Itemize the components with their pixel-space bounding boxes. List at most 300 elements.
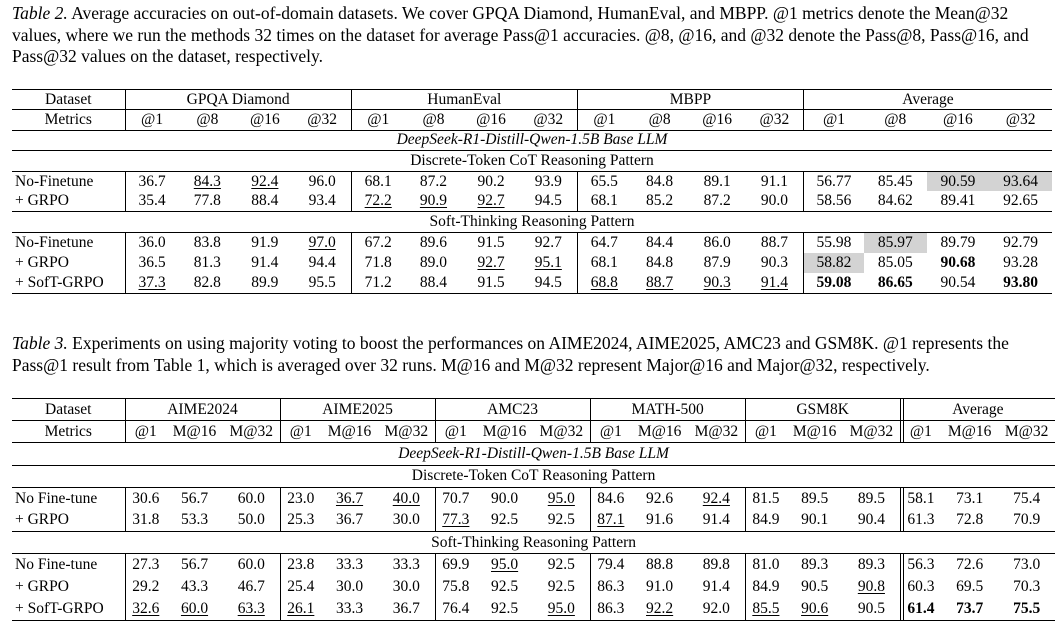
header-metric: @1 xyxy=(900,421,941,443)
cell-value: 91.4 xyxy=(760,273,788,291)
method-name: No Fine-tune xyxy=(12,554,125,576)
value-cell xyxy=(280,487,321,509)
cell-value: 90.3 xyxy=(760,253,788,271)
value-cell xyxy=(476,554,533,576)
value-cell xyxy=(435,487,476,509)
table2-caption xyxy=(12,3,1055,68)
value-cell xyxy=(533,509,590,531)
value-cell xyxy=(998,554,1055,576)
value-cell xyxy=(803,232,864,252)
cell-value: 85.97 xyxy=(877,233,913,251)
value-cell xyxy=(745,554,786,576)
cell-value: 36.7 xyxy=(335,511,364,529)
value-cell xyxy=(900,487,941,509)
cell-value: 91.9 xyxy=(251,233,279,251)
value-cell xyxy=(236,232,294,252)
value-cell xyxy=(462,171,520,191)
value-cell xyxy=(351,171,405,191)
table-row xyxy=(12,253,1052,273)
cell-value: 70.7 xyxy=(442,489,470,507)
cell-value: 92.7 xyxy=(534,233,562,251)
table-row xyxy=(12,273,1052,293)
value-cell xyxy=(125,253,179,273)
value-cell xyxy=(927,171,990,191)
header-metric: M@16 xyxy=(166,421,223,443)
cell-value: 36.7 xyxy=(138,172,166,190)
value-cell xyxy=(746,171,804,191)
cell-value: 89.3 xyxy=(857,556,885,574)
cell-value: 53.3 xyxy=(180,511,209,529)
cell-value: 72.2 xyxy=(364,192,392,210)
header-metric: @32 xyxy=(746,110,804,130)
value-cell xyxy=(688,232,746,252)
value-cell xyxy=(520,191,578,211)
cell-value: 92.2 xyxy=(646,600,674,618)
header-metric: @1 xyxy=(280,421,321,443)
value-cell xyxy=(786,509,843,531)
header-metrics: Metrics xyxy=(12,421,125,443)
cell-value: 73.1 xyxy=(956,489,984,507)
header-metric: M@32 xyxy=(688,421,745,443)
value-cell xyxy=(631,554,688,576)
header-row-dataset xyxy=(12,399,1055,421)
cell-value: 88.7 xyxy=(646,273,674,291)
header-metric: @32 xyxy=(520,110,578,130)
value-cell xyxy=(631,487,688,509)
value-cell xyxy=(941,509,998,531)
header-dataset: Dataset xyxy=(12,399,125,421)
method-name: No-Finetune xyxy=(12,232,125,252)
cell-value: 68.1 xyxy=(364,172,392,190)
cell-value: 50.0 xyxy=(237,511,265,529)
cell-value: 93.64 xyxy=(1003,172,1039,190)
value-cell xyxy=(405,232,463,252)
header-group: HumanEval xyxy=(351,90,577,110)
value-cell xyxy=(577,171,631,191)
value-cell xyxy=(843,487,900,509)
table-row xyxy=(12,232,1052,252)
value-cell xyxy=(280,509,321,531)
cell-value: 69.9 xyxy=(442,556,470,574)
value-cell xyxy=(745,487,786,509)
cell-value: 95.0 xyxy=(547,489,575,507)
value-cell xyxy=(520,171,578,191)
cell-value: 58.1 xyxy=(907,489,935,507)
value-cell xyxy=(166,554,223,576)
value-cell xyxy=(590,576,631,598)
section-row xyxy=(12,465,1055,487)
cell-value: 93.4 xyxy=(308,192,336,210)
cell-value: 58.56 xyxy=(816,192,852,210)
cell-value: 84.4 xyxy=(646,233,674,251)
value-cell xyxy=(746,232,804,252)
value-cell xyxy=(321,576,378,598)
cell-value: 91.1 xyxy=(760,172,788,190)
value-cell xyxy=(900,598,941,620)
header-metric: M@16 xyxy=(631,421,688,443)
value-cell xyxy=(294,171,352,191)
cell-value: 91.6 xyxy=(646,511,674,529)
value-cell xyxy=(462,191,520,211)
cell-value: 26.1 xyxy=(287,600,315,618)
value-cell xyxy=(294,253,352,273)
value-cell xyxy=(351,273,405,293)
value-cell xyxy=(688,171,746,191)
value-cell xyxy=(378,576,435,598)
cell-value: 59.08 xyxy=(816,273,852,291)
cell-value: 90.59 xyxy=(940,172,976,190)
cell-value: 84.62 xyxy=(877,192,913,210)
value-cell xyxy=(803,191,864,211)
value-cell xyxy=(179,253,237,273)
value-cell xyxy=(378,487,435,509)
value-cell xyxy=(786,576,843,598)
value-cell xyxy=(786,554,843,576)
section-row xyxy=(12,151,1052,171)
cell-value: 77.3 xyxy=(442,511,470,529)
cell-value: 37.3 xyxy=(138,273,166,291)
cell-value: 75.8 xyxy=(442,578,470,596)
cell-value: 86.65 xyxy=(877,273,913,291)
value-cell xyxy=(321,509,378,531)
value-cell xyxy=(803,273,864,293)
cell-value: 77.8 xyxy=(193,192,221,210)
cell-value: 92.5 xyxy=(547,511,575,529)
value-cell xyxy=(590,487,631,509)
value-cell xyxy=(321,554,378,576)
cell-value: 84.3 xyxy=(193,172,221,190)
value-cell xyxy=(125,191,179,211)
section-row xyxy=(12,532,1055,554)
method-name: + GRPO xyxy=(15,511,69,529)
cell-value: 89.79 xyxy=(940,233,976,251)
value-cell xyxy=(590,554,631,576)
value-cell xyxy=(520,273,578,293)
header-metric: @16 xyxy=(236,110,294,130)
value-cell xyxy=(688,509,745,531)
header-group: AIME2024 xyxy=(125,399,280,421)
value-cell xyxy=(125,509,166,531)
value-cell xyxy=(864,273,927,293)
table2 xyxy=(12,89,1052,294)
value-cell xyxy=(941,598,998,620)
value-cell xyxy=(223,509,280,531)
value-cell xyxy=(577,232,631,252)
cell-value: 92.7 xyxy=(477,253,505,271)
header-metric: M@32 xyxy=(378,421,435,443)
model-title-row xyxy=(12,443,1055,465)
value-cell xyxy=(989,232,1052,252)
header-metric: M@16 xyxy=(321,421,378,443)
table3-caption-text: Experiments on using majority voting to boost the performances on AIME2024, AIME2025, AMC23 and GSM8K. @1 represents the Pass@1 result from Table 1, which is averaged over 32 runs. M@16 and M@32 represent Major@16 and Major@32, respectively. xyxy=(12,333,1009,375)
cell-value: 89.5 xyxy=(857,489,885,507)
cell-value: 56.7 xyxy=(180,489,209,507)
value-cell xyxy=(476,487,533,509)
value-cell xyxy=(786,598,843,620)
cell-value: 84.8 xyxy=(646,253,674,271)
cell-value: 60.3 xyxy=(907,578,935,596)
cell-value: 90.68 xyxy=(940,253,976,271)
value-cell xyxy=(280,554,321,576)
value-cell xyxy=(462,232,520,252)
cell-value: 87.1 xyxy=(597,511,625,529)
value-cell xyxy=(864,253,927,273)
value-cell xyxy=(577,273,631,293)
value-cell xyxy=(900,509,941,531)
value-cell xyxy=(843,598,900,620)
cell-value: 33.3 xyxy=(335,600,364,618)
cell-value: 30.0 xyxy=(392,578,420,596)
cell-value: 90.0 xyxy=(760,192,788,210)
section-title: Discrete-Token CoT Reasoning Pattern xyxy=(12,465,1055,487)
cell-value: 81.0 xyxy=(752,556,780,574)
table-row xyxy=(12,554,1055,576)
cell-value: 61.4 xyxy=(907,600,935,618)
cell-value: 89.9 xyxy=(251,273,279,291)
cell-value: 92.5 xyxy=(491,511,519,529)
value-cell xyxy=(435,576,476,598)
value-cell xyxy=(746,273,804,293)
value-cell xyxy=(166,509,223,531)
method-name: No Fine-tune xyxy=(12,487,125,509)
header-metric: M@32 xyxy=(223,421,280,443)
header-metric: @1 xyxy=(435,421,476,443)
table2-caption-label: Table 2. xyxy=(12,3,68,23)
cell-value: 56.77 xyxy=(816,172,852,190)
value-cell xyxy=(631,273,689,293)
value-cell xyxy=(378,554,435,576)
value-cell xyxy=(998,487,1055,509)
cell-value: 36.7 xyxy=(335,489,364,507)
cell-value: 82.8 xyxy=(193,273,221,291)
value-cell xyxy=(631,509,688,531)
cell-value: 84.6 xyxy=(597,489,625,507)
value-cell xyxy=(745,509,786,531)
cell-value: 92.7 xyxy=(477,192,505,210)
cell-value: 29.2 xyxy=(132,578,160,596)
value-cell xyxy=(688,191,746,211)
cell-value: 84.8 xyxy=(646,172,674,190)
cell-value: 90.5 xyxy=(801,578,829,596)
table-row xyxy=(12,576,1055,598)
cell-value: 85.2 xyxy=(646,192,674,210)
header-group: MBPP xyxy=(577,90,803,110)
cell-value: 88.8 xyxy=(646,556,674,574)
value-cell xyxy=(476,576,533,598)
header-dataset: Dataset xyxy=(12,90,125,110)
value-cell xyxy=(577,253,631,273)
value-cell xyxy=(435,509,476,531)
cell-value: 89.1 xyxy=(703,172,731,190)
value-cell xyxy=(803,253,864,273)
header-metric: @8 xyxy=(179,110,237,130)
header-metric: M@16 xyxy=(476,421,533,443)
cell-value: 90.5 xyxy=(857,600,885,618)
value-cell xyxy=(351,191,405,211)
cell-value: 87.2 xyxy=(703,192,731,210)
cell-value: 85.05 xyxy=(877,253,913,271)
value-cell xyxy=(745,598,786,620)
model-title: DeepSeek-R1-Distill-Qwen-1.5B Base LLM xyxy=(12,130,1052,150)
header-metric: @1 xyxy=(125,110,179,130)
cell-value: 60.0 xyxy=(237,489,265,507)
value-cell xyxy=(786,487,843,509)
value-cell xyxy=(405,273,463,293)
value-cell xyxy=(179,171,237,191)
cell-value: 67.2 xyxy=(364,233,392,251)
method-name: + SofT-GRPO xyxy=(12,598,125,620)
value-cell xyxy=(179,232,237,252)
cell-value: 46.7 xyxy=(237,578,265,596)
table-row xyxy=(12,191,1052,211)
value-cell xyxy=(998,576,1055,598)
cell-value: 91.4 xyxy=(702,578,730,596)
cell-value: 30.0 xyxy=(335,578,364,596)
table-row xyxy=(12,487,1055,509)
value-cell xyxy=(166,576,223,598)
cell-value: 71.2 xyxy=(364,273,392,291)
header-row-metrics xyxy=(12,421,1055,443)
cell-value: 69.5 xyxy=(956,578,984,596)
value-cell xyxy=(533,598,590,620)
cell-value: 89.41 xyxy=(940,192,976,210)
cell-value: 95.5 xyxy=(308,273,336,291)
value-cell xyxy=(236,273,294,293)
value-cell xyxy=(462,273,520,293)
cell-value: 86.0 xyxy=(703,233,731,251)
table-row xyxy=(12,509,1055,531)
value-cell xyxy=(989,171,1052,191)
cell-value: 95.0 xyxy=(491,556,519,574)
cell-value: 91.4 xyxy=(702,511,730,529)
value-cell xyxy=(941,487,998,509)
cell-value: 89.8 xyxy=(702,556,730,574)
value-cell xyxy=(989,191,1052,211)
cell-value: 23.0 xyxy=(287,489,315,507)
section-row xyxy=(12,212,1052,232)
table3-body xyxy=(12,399,1055,621)
value-cell xyxy=(476,509,533,531)
cell-value: 86.3 xyxy=(597,600,625,618)
value-cell xyxy=(989,253,1052,273)
cell-value: 56.3 xyxy=(907,556,935,574)
value-cell xyxy=(927,273,990,293)
cell-value: 25.4 xyxy=(287,578,315,596)
cell-value: 63.3 xyxy=(237,600,265,618)
value-cell xyxy=(179,273,237,293)
value-cell xyxy=(125,576,166,598)
cell-value: 33.3 xyxy=(335,556,364,574)
cell-value: 68.1 xyxy=(590,192,618,210)
value-cell xyxy=(125,273,179,293)
value-cell xyxy=(405,253,463,273)
cell-value: 43.3 xyxy=(180,578,209,596)
cell-value: 96.0 xyxy=(308,172,336,190)
value-cell xyxy=(688,487,745,509)
cell-value: 60.0 xyxy=(180,600,209,618)
cell-value: 91.0 xyxy=(646,578,674,596)
value-cell xyxy=(125,554,166,576)
cell-value: 71.8 xyxy=(364,253,392,271)
value-cell xyxy=(462,253,520,273)
header-metric: @8 xyxy=(864,110,927,130)
cell-value: 65.5 xyxy=(590,172,618,190)
value-cell xyxy=(236,191,294,211)
value-cell xyxy=(476,598,533,620)
value-cell xyxy=(435,554,476,576)
value-cell xyxy=(941,554,998,576)
cell-value: 75.4 xyxy=(1013,489,1041,507)
value-cell xyxy=(236,253,294,273)
value-cell xyxy=(688,598,745,620)
value-cell xyxy=(166,598,223,620)
model-title: DeepSeek-R1-Distill-Qwen-1.5B Base LLM xyxy=(12,443,1055,465)
value-cell xyxy=(843,554,900,576)
value-cell xyxy=(294,273,352,293)
header-metric: @32 xyxy=(989,110,1052,130)
table-row xyxy=(12,171,1052,191)
method-name: + SofT-GRPO xyxy=(12,273,125,293)
value-cell xyxy=(236,171,294,191)
table-row xyxy=(12,598,1055,620)
cell-value: 87.2 xyxy=(419,172,448,190)
value-cell xyxy=(927,253,990,273)
value-cell xyxy=(941,576,998,598)
cell-value: 85.45 xyxy=(877,172,913,190)
value-cell xyxy=(590,509,631,531)
cell-value: 89.5 xyxy=(801,489,829,507)
cell-value: 89.0 xyxy=(419,253,448,271)
value-cell xyxy=(631,171,689,191)
cell-value: 81.5 xyxy=(752,489,780,507)
value-cell xyxy=(927,191,990,211)
value-cell xyxy=(746,253,804,273)
cell-value: 90.9 xyxy=(419,192,448,210)
cell-value: 92.65 xyxy=(1003,192,1039,210)
cell-value: 94.4 xyxy=(308,253,336,271)
cell-value: 81.3 xyxy=(193,253,221,271)
cell-value: 90.1 xyxy=(801,511,829,529)
cell-value: 93.9 xyxy=(534,172,562,190)
cell-value: 90.4 xyxy=(857,511,885,529)
value-cell xyxy=(520,253,578,273)
cell-value: 64.7 xyxy=(590,233,618,251)
value-cell xyxy=(989,273,1052,293)
value-cell xyxy=(900,576,941,598)
cell-value: 91.5 xyxy=(477,273,505,291)
header-row-dataset xyxy=(12,90,1052,110)
cell-value: 33.3 xyxy=(392,556,420,574)
cell-value: 89.6 xyxy=(419,233,448,251)
section-title: Soft-Thinking Reasoning Pattern xyxy=(12,212,1052,232)
value-cell xyxy=(927,232,990,252)
value-cell xyxy=(688,554,745,576)
header-metric: @16 xyxy=(927,110,990,130)
cell-value: 35.4 xyxy=(138,192,166,210)
value-cell xyxy=(405,191,463,211)
value-cell xyxy=(533,576,590,598)
cell-value: 93.28 xyxy=(1003,253,1039,271)
cell-value: 85.5 xyxy=(752,600,780,618)
table3 xyxy=(12,398,1055,621)
cell-value: 88.4 xyxy=(419,273,448,291)
cell-value: 84.9 xyxy=(752,578,780,596)
header-group: AIME2025 xyxy=(280,399,435,421)
cell-value: 75.5 xyxy=(1013,600,1041,618)
value-cell xyxy=(125,487,166,509)
cell-value: 30.0 xyxy=(392,511,420,529)
header-metric: @1 xyxy=(803,110,864,130)
